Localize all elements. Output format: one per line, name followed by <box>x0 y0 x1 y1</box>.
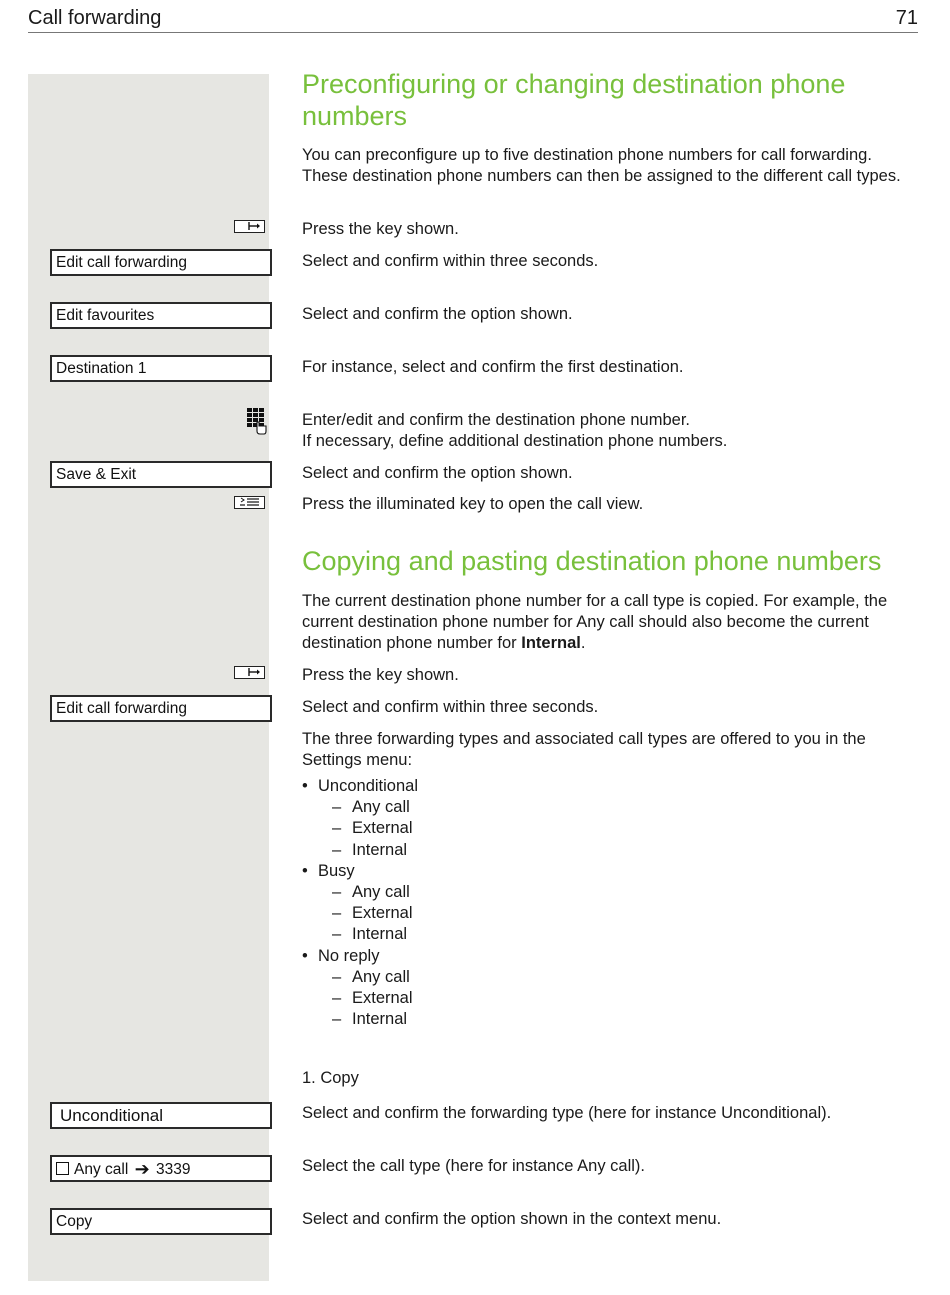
menu-save-exit[interactable]: Save & Exit <box>50 461 272 488</box>
call-view-key-icon[interactable] <box>234 496 265 509</box>
list-subitem: – Internal <box>332 1010 408 1029</box>
list-subitem: – Any call <box>332 798 410 817</box>
checkbox-icon <box>56 1162 69 1175</box>
menu-any-call[interactable]: Any call ➔ 3339 <box>50 1155 272 1182</box>
section-heading-preconfiguring: Preconfiguring or changing destination phone numbers <box>302 69 846 131</box>
step-text: The three forwarding types and associated call types are offered to you in the Settings menu: <box>302 730 866 769</box>
section-intro: The current destination phone number for a call type is copied. For example, the current destination phone number for Any call should also become the current destination phone number for Internal. <box>302 592 888 652</box>
step-text: Select and confirm within three seconds. <box>302 698 599 716</box>
list-subitem: – External <box>332 904 413 923</box>
menu-unconditional[interactable]: Unconditional <box>50 1102 272 1129</box>
step-text: Press the illuminated key to open the call view. <box>302 495 644 513</box>
list-item: • Busy <box>302 861 355 880</box>
list-subitem: – Internal <box>332 840 408 859</box>
step-text: Select the call type (here for instance Any call). <box>302 1157 646 1175</box>
numbered-step-label: 1. Copy <box>302 1069 359 1087</box>
forwarding-key-icon[interactable] <box>234 666 265 679</box>
menu-edit-favourites[interactable]: Edit favourites <box>50 302 272 329</box>
page-number: 71 <box>895 7 918 29</box>
step-text: Select and confirm within three seconds. <box>302 252 599 270</box>
forwarding-key-icon[interactable] <box>234 220 265 233</box>
menu-copy[interactable]: Copy <box>50 1208 272 1235</box>
step-text: Press the key shown. <box>302 220 459 238</box>
list-subitem: – External <box>332 819 413 838</box>
section-heading-copying: Copying and pasting destination phone numbers <box>302 546 882 576</box>
step-text: Select and confirm the forwarding type (here for instance Unconditional). <box>302 1104 832 1122</box>
menu-edit-call-forwarding[interactable]: Edit call forwarding <box>50 695 272 722</box>
step-text: Press the key shown. <box>302 666 459 684</box>
list-subitem: – Any call <box>332 967 410 986</box>
list-subitem: – External <box>332 989 413 1008</box>
step-text: Enter/edit and confirm the destination phone number. <box>302 411 690 429</box>
header-title: Call forwarding <box>28 7 162 29</box>
menu-edit-call-forwarding[interactable]: Edit call forwarding <box>50 249 272 276</box>
step-text: If necessary, define additional destination phone numbers. <box>302 432 728 450</box>
keypad-icon[interactable] <box>246 407 268 435</box>
arrow-right-icon: ➔ <box>134 1159 150 1179</box>
forwarding-types-list <box>302 776 702 1030</box>
step-text: Select and confirm the option shown. <box>302 305 573 323</box>
list-item: • No reply <box>302 946 380 965</box>
section-intro: You can preconfigure up to five destination phone numbers for call forwarding. These destination phone numbers can then be assigned to the different call types. <box>302 146 901 185</box>
list-item: • Unconditional <box>302 777 418 795</box>
list-subitem: – Any call <box>332 883 410 902</box>
step-text: Select and confirm the option shown in the context menu. <box>302 1210 722 1228</box>
menu-destination-1[interactable]: Destination 1 <box>50 355 272 382</box>
step-text: For instance, select and confirm the first destination. <box>302 358 684 376</box>
page-header <box>28 5 918 33</box>
list-subitem: – Internal <box>332 925 408 944</box>
step-text: Select and confirm the option shown. <box>302 464 573 482</box>
